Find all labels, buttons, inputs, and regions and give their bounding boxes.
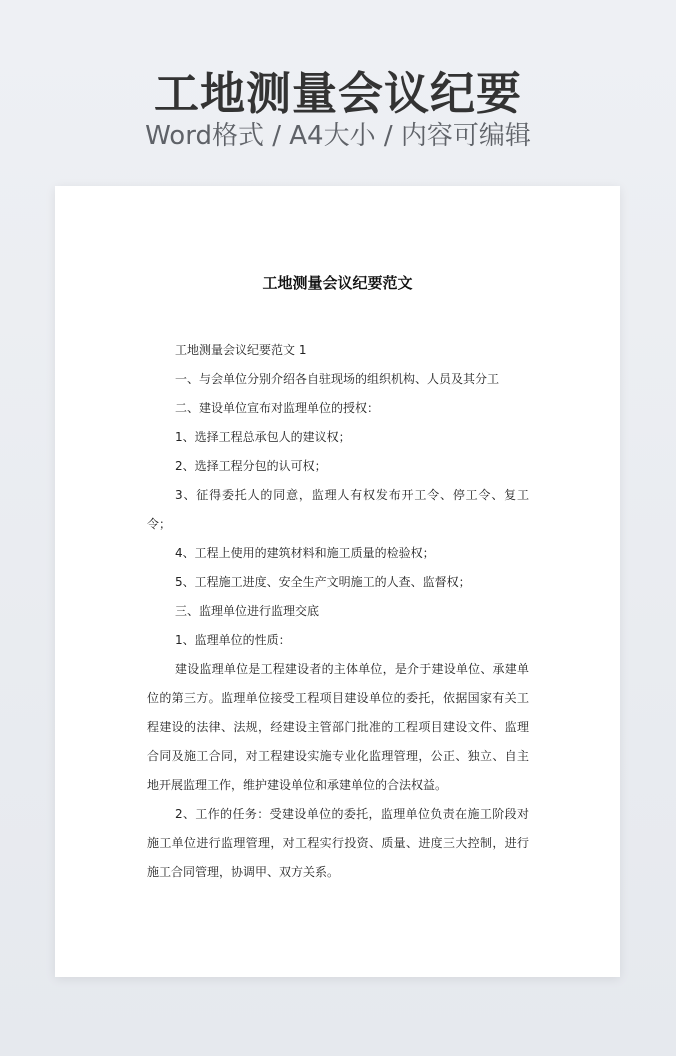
document-page bbox=[55, 186, 620, 977]
paragraph: 二、建设单位宣布对监理单位的授权： bbox=[175, 401, 380, 415]
banner-subtitle: Word格式 / A4大小 / 内容可编辑 bbox=[145, 121, 531, 151]
paragraph: 工地测量会议纪要范文 1 bbox=[175, 343, 307, 357]
paragraph: 2、工作的任务：受建设单位的委托，监理单位负责在施工阶段对施工单位进行监理管理，对工程实行投资、质量、进度三大控制，进行施工合同管理，协调甲、双方关系。 bbox=[147, 807, 529, 879]
banner-title: 工地测量会议纪要 bbox=[153, 67, 522, 120]
document-body bbox=[147, 336, 529, 887]
document-title: 工地测量会议纪要范文 bbox=[262, 274, 413, 292]
paragraph: 3、征得委托人的同意，监理人有权发布开工令、停工令、复工令； bbox=[147, 488, 529, 531]
paragraph: 一、与会单位分别介绍各自驻现场的组织机构、人员及其分工 bbox=[175, 372, 500, 386]
paragraph: 2、选择工程分包的认可权； bbox=[175, 459, 327, 473]
paragraph: 三、监理单位进行监理交底 bbox=[175, 604, 320, 618]
paragraph: 5、工程施工进度、安全生产文明施工的人查、监督权； bbox=[175, 575, 471, 589]
paragraph: 4、工程上使用的建筑材料和施工质量的检验权； bbox=[175, 546, 435, 560]
paragraph: 1、监理单位的性质： bbox=[175, 633, 291, 647]
paragraph: 1、选择工程总承包人的建议权； bbox=[175, 430, 351, 444]
paragraph: 建设监理单位是工程建设者的主体单位，是介于建设单位、承建单位的第三方。监理单位接受工程项目建设单位的委托，依据国家有关工程建设的法律、法规，经建设主管部门批准的工程项目建设文件、监理合同及施工合同，对工程建设实施专业化监理管理，公正、独立、自主地开展监理工作，维护建设单位和承建单位的合法权益。 bbox=[147, 662, 529, 792]
